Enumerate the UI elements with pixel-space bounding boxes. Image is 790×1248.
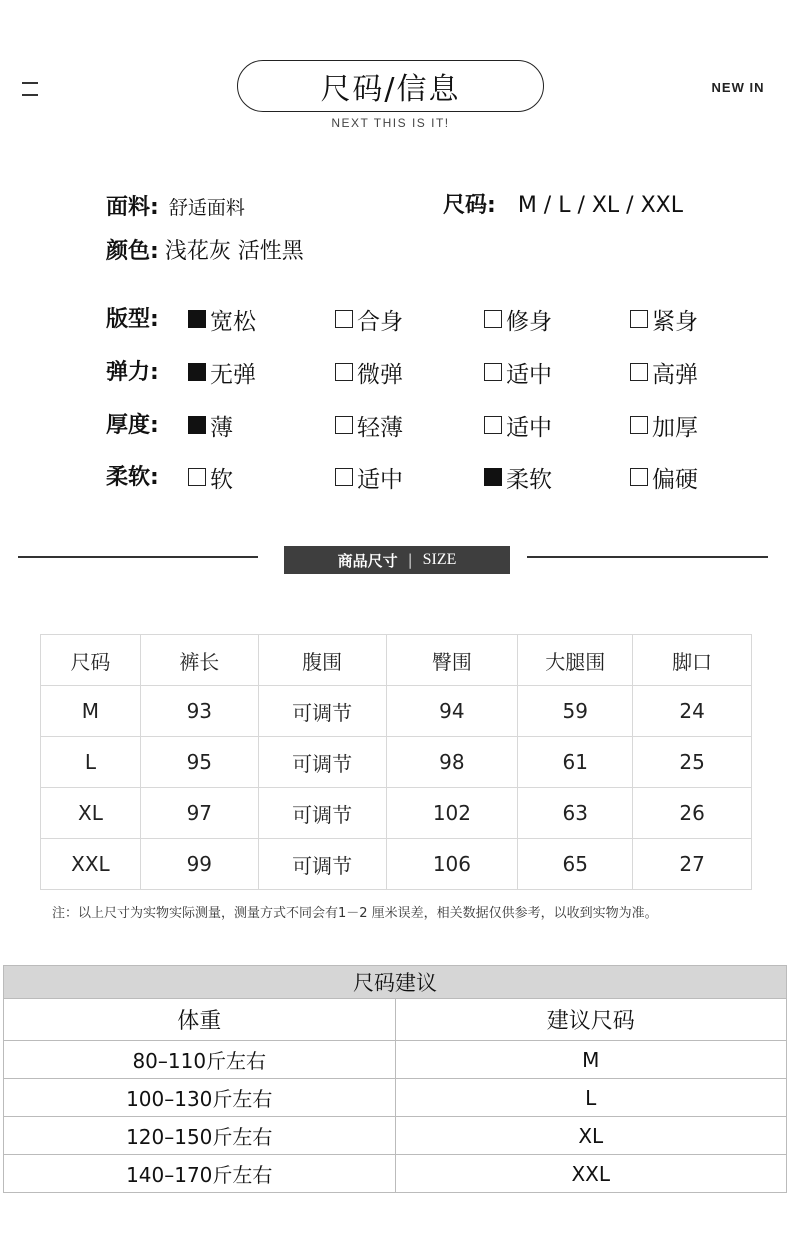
table-row	[41, 788, 752, 839]
fabric-label: 面料:	[106, 195, 159, 220]
table-row	[4, 1155, 787, 1193]
table-header-row	[41, 635, 752, 686]
recommendation-title-row	[4, 966, 787, 999]
color-label: 颜色:	[106, 239, 159, 264]
option-thick: 加厚	[630, 408, 698, 442]
option-medium-softness: 适中	[335, 460, 403, 494]
checked-box-icon	[484, 468, 502, 486]
checked-box-icon	[188, 363, 206, 381]
table-cell: 106	[386, 839, 518, 890]
table-cell: 65	[518, 839, 633, 890]
property-row-fit	[106, 302, 746, 338]
menu-icon[interactable]	[22, 82, 38, 96]
table-row	[4, 1041, 787, 1079]
table-cell: XL	[395, 1117, 787, 1155]
table-cell: M	[395, 1041, 787, 1079]
table-cell: 80–110斤左右	[4, 1041, 396, 1079]
table-row	[4, 1117, 787, 1155]
color-value: 浅花灰 活性黑	[164, 239, 304, 264]
size-value: M / L / XL / XXL	[517, 193, 683, 218]
property-row-stretch	[106, 355, 746, 391]
table-cell: XXL	[395, 1155, 787, 1193]
checked-box-icon	[188, 416, 206, 434]
size-recommendation-table	[3, 965, 787, 1193]
unchecked-box-icon	[484, 310, 502, 328]
table-cell: L	[41, 737, 141, 788]
table-header-cell: 臀围	[386, 635, 518, 686]
unchecked-box-icon	[484, 416, 502, 434]
divider-right	[527, 556, 768, 558]
property-label: 柔软:	[106, 465, 159, 490]
recommendation-header-row	[4, 999, 787, 1041]
size-table	[40, 634, 752, 890]
table-header-cell: 尺码	[41, 635, 141, 686]
table-cell: 61	[518, 737, 633, 788]
table-cell: 25	[633, 737, 752, 788]
property-label: 厚度:	[106, 413, 159, 438]
table-cell: M	[41, 686, 141, 737]
measurement-note: 注：以上尺寸为实物实际测量，测量方式不同会有1－2 厘米误差，相关数据仅供参考，以收到实物为准。	[52, 906, 658, 921]
table-cell: 27	[633, 839, 752, 890]
checked-box-icon	[188, 310, 206, 328]
option-slight-stretch: 微弹	[335, 355, 403, 389]
option-tight: 紧身	[630, 302, 698, 336]
page-title-text: 尺码/信息	[320, 72, 461, 107]
table-cell: 24	[633, 686, 752, 737]
unchecked-box-icon	[630, 416, 648, 434]
property-label: 版型:	[106, 307, 159, 332]
unchecked-box-icon	[630, 468, 648, 486]
table-row	[4, 1079, 787, 1117]
table-cell: 140–170斤左右	[4, 1155, 396, 1193]
option-regular: 合身	[335, 302, 403, 336]
unchecked-box-icon	[188, 468, 206, 486]
new-in-badge: NEW IN	[711, 80, 765, 95]
unchecked-box-icon	[335, 310, 353, 328]
page-subtitle: NEXT THIS IS IT!	[331, 116, 450, 130]
table-cell: XXL	[41, 839, 141, 890]
fabric-value: 舒适面料	[168, 197, 245, 219]
color-info	[106, 234, 304, 265]
unchecked-box-icon	[335, 363, 353, 381]
table-cell: XL	[41, 788, 141, 839]
table-row	[41, 839, 752, 890]
option-soft-basic: 软	[188, 460, 233, 494]
property-row-thickness	[106, 408, 746, 444]
option-medium-stretch: 适中	[484, 355, 552, 389]
table-cell: 120–150斤左右	[4, 1117, 396, 1155]
table-row	[41, 737, 752, 788]
size-info	[443, 188, 683, 219]
unchecked-box-icon	[630, 310, 648, 328]
table-cell: 可调节	[258, 788, 386, 839]
option-medium-thickness: 适中	[484, 408, 552, 442]
table-cell: 97	[140, 788, 258, 839]
option-stiff: 偏硬	[630, 460, 698, 494]
table-cell: 102	[386, 788, 518, 839]
table-cell: 95	[140, 737, 258, 788]
option-soft: 柔软	[484, 460, 552, 494]
option-slim: 修身	[484, 302, 552, 336]
unchecked-box-icon	[630, 363, 648, 381]
divider-left	[18, 556, 258, 558]
table-cell: 可调节	[258, 737, 386, 788]
table-cell: 63	[518, 788, 633, 839]
table-cell: 100–130斤左右	[4, 1079, 396, 1117]
option-light-thin: 轻薄	[335, 408, 403, 442]
fabric-info	[106, 190, 245, 221]
table-header-cell: 裤长	[140, 635, 258, 686]
table-cell: 59	[518, 686, 633, 737]
table-header-cell: 建议尺码	[395, 999, 787, 1041]
size-label: 尺码:	[443, 193, 496, 218]
table-header-cell: 体重	[4, 999, 396, 1041]
page-title	[237, 60, 544, 112]
table-header-cell: 腹围	[258, 635, 386, 686]
table-cell: 可调节	[258, 686, 386, 737]
property-label: 弹力:	[106, 360, 159, 385]
table-row	[41, 686, 752, 737]
table-cell: 26	[633, 788, 752, 839]
option-high-stretch: 高弹	[630, 355, 698, 389]
recommendation-title: 尺码建议	[4, 966, 787, 999]
option-no-stretch: 无弹	[188, 355, 256, 389]
table-cell: L	[395, 1079, 787, 1117]
table-cell: 99	[140, 839, 258, 890]
table-cell: 94	[386, 686, 518, 737]
table-cell: 93	[140, 686, 258, 737]
option-loose: 宽松	[188, 302, 256, 336]
table-cell: 98	[386, 737, 518, 788]
option-thin: 薄	[188, 408, 233, 442]
table-header-cell: 脚口	[633, 635, 752, 686]
table-header-cell: 大腿围	[518, 635, 633, 686]
table-cell: 可调节	[258, 839, 386, 890]
size-section-banner: 商品尺寸 | SIZE	[284, 546, 510, 574]
unchecked-box-icon	[335, 468, 353, 486]
property-row-softness	[106, 460, 746, 496]
unchecked-box-icon	[484, 363, 502, 381]
unchecked-box-icon	[335, 416, 353, 434]
